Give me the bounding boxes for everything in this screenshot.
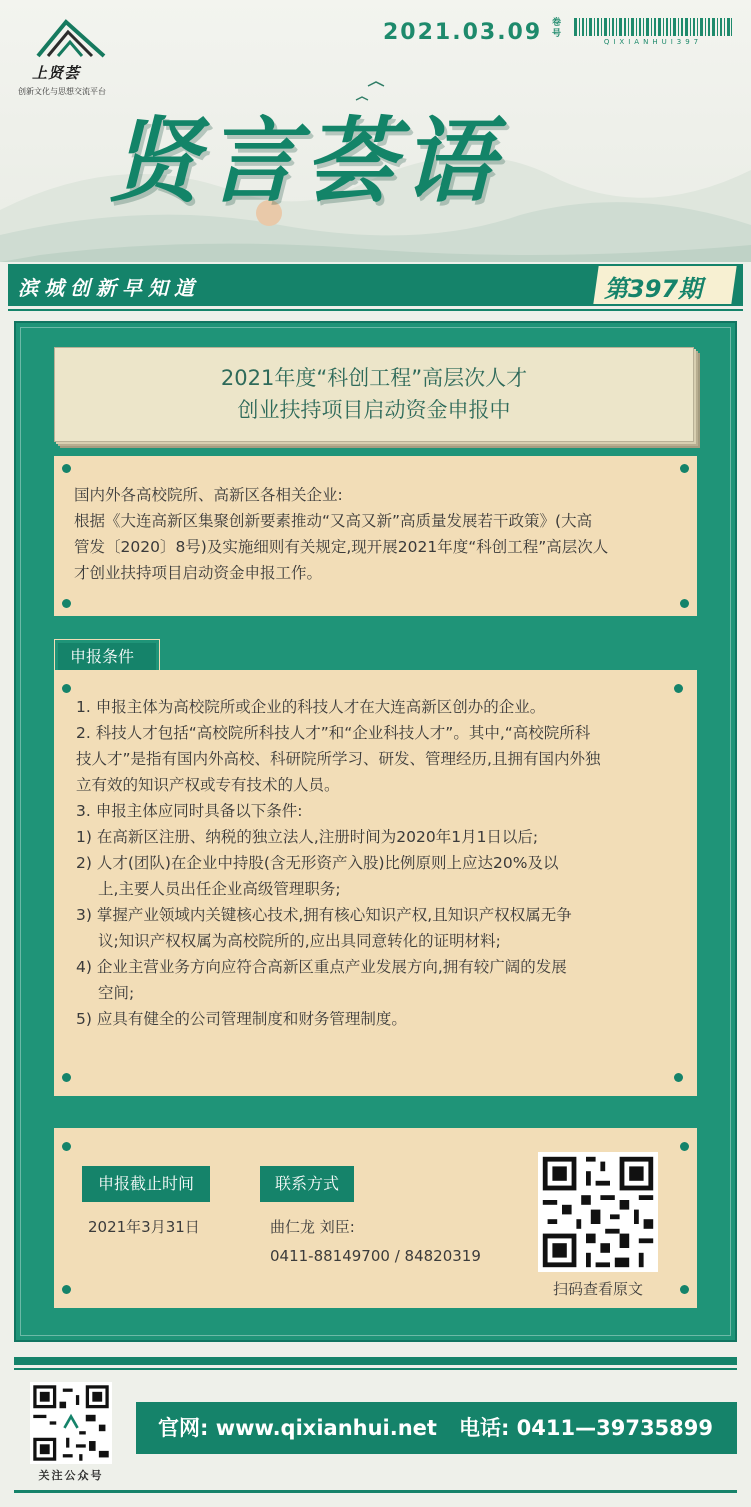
condition-item-2-line-3: 立有效的知识产权或专有技术的人员。 — [76, 776, 340, 794]
deadline-label: 申报截止时间 — [82, 1166, 210, 1202]
conditions-card — [54, 670, 697, 1096]
footer-phone[interactable]: 电话: 0411—39735899 — [458, 1416, 714, 1440]
masthead-title: 贤言荟语 — [108, 107, 501, 215]
footer-divider — [14, 1357, 737, 1365]
condition-sub-2-line-1: 2) 人才(团队)在企业中持股(含无形资产入股)比例原则上应达20%及以 — [76, 854, 559, 872]
logo-slogan: 创新文化与思想交流平台 — [18, 87, 106, 96]
corner-dot — [674, 684, 683, 693]
column-band — [8, 264, 743, 306]
footer-website[interactable]: 官网: www.qixianhui.net — [158, 1416, 437, 1440]
corner-dot — [680, 464, 689, 473]
condition-item-2-line-1: 2. 科技人才包括“高校院所科技人才”和“企业科技人才”。其中,“高校院所科 — [76, 724, 591, 742]
contact-label: 联系方式 — [260, 1166, 354, 1202]
issue-date: 2021.03.09 — [383, 20, 543, 45]
article-qr-code[interactable] — [538, 1152, 658, 1272]
condition-sub-3-line-1: 3) 掌握产业领域内关键核心技术,拥有核心知识产权,且知识产权权属无争 — [76, 906, 572, 924]
footer-divider-thin — [14, 1368, 737, 1370]
logo-name: 上贤荟 — [32, 64, 81, 82]
condition-item-2-line-2: 技人才”是指有国内外高校、科研院所学习、研发、管理经历,且拥有国内外独 — [76, 750, 601, 768]
barcode-graphic — [574, 18, 732, 36]
contact-phones[interactable]: 0411-88149700 / 84820319 — [270, 1247, 481, 1265]
corner-dot — [62, 1073, 71, 1082]
barcode-text: QIXIANHUI397 — [603, 38, 703, 46]
intro-card — [54, 456, 697, 616]
wechat-qr-code[interactable] — [30, 1382, 112, 1464]
intro-salutation: 国内外各高校院所、高新区各相关企业: — [74, 486, 343, 504]
corner-dot — [62, 599, 71, 608]
corner-dot — [680, 1285, 689, 1294]
condition-sub-3-line-2: 议;知识产权权属为高校院所的,应出具同意转化的证明材料; — [98, 932, 501, 950]
issue-number: 第397期 — [604, 275, 703, 303]
footer-bottom-divider — [14, 1490, 737, 1493]
notice-title-line-2: 创业扶持项目启动资金申报中 — [237, 398, 511, 422]
qr-caption: 扫码查看原文 — [552, 1280, 643, 1298]
contact-names: 曲仁龙 刘臣: — [270, 1218, 355, 1236]
condition-sub-2-line-2: 上,主要人员出任企业高级管理职务; — [98, 880, 341, 898]
notice-title-line-1: 2021年度“科创工程”高层次人才 — [220, 366, 528, 390]
deadline-value: 2021年3月31日 — [88, 1218, 200, 1236]
notice-title-box — [54, 347, 694, 442]
condition-item-1: 1. 申报主体为高校院所或企业的科技人才在大连高新区创办的企业。 — [76, 698, 546, 716]
corner-dot — [680, 599, 689, 608]
condition-sub-5: 5) 应具有健全的公司管理制度和财务管理制度。 — [76, 1010, 407, 1028]
corner-dot — [62, 1142, 71, 1151]
intro-body-line-1: 根据《大连高新区集聚创新要素推动“又高又新”高质量发展若干政策》(大高 — [74, 512, 593, 530]
conditions-heading: 申报条件 — [58, 643, 156, 671]
footer-contact-bar — [136, 1402, 737, 1454]
condition-sub-4-line-1: 4) 企业主营业务方向应符合高新区重点产业发展方向,拥有较广阔的发展 — [76, 958, 567, 976]
intro-body-line-2: 管发〔2020〕8号)及实施细则有关规定,现开展2021年度“科创工程”高层次人 — [74, 538, 609, 556]
corner-dot — [680, 1142, 689, 1151]
column-name: 滨城创新早知道 — [18, 276, 200, 300]
condition-sub-4-line-2: 空间; — [98, 984, 135, 1002]
header — [0, 0, 751, 262]
corner-dot — [62, 464, 71, 473]
intro-body-line-3: 才创业扶持项目启动资金申报工作。 — [74, 564, 323, 582]
issue-label: 卷号 — [552, 18, 562, 39]
info-card — [54, 1128, 697, 1308]
corner-dot — [674, 1073, 683, 1082]
condition-sub-1: 1) 在高新区注册、纳税的独立法人,注册时间为2020年1月1日以后; — [76, 828, 539, 846]
corner-dot — [62, 684, 71, 693]
footer-qr-caption: 关注公众号 — [38, 1469, 104, 1482]
corner-dot — [62, 1285, 71, 1294]
condition-item-3: 3. 申报主体应同时具备以下条件: — [76, 802, 303, 820]
roof-logo-icon — [36, 16, 106, 60]
